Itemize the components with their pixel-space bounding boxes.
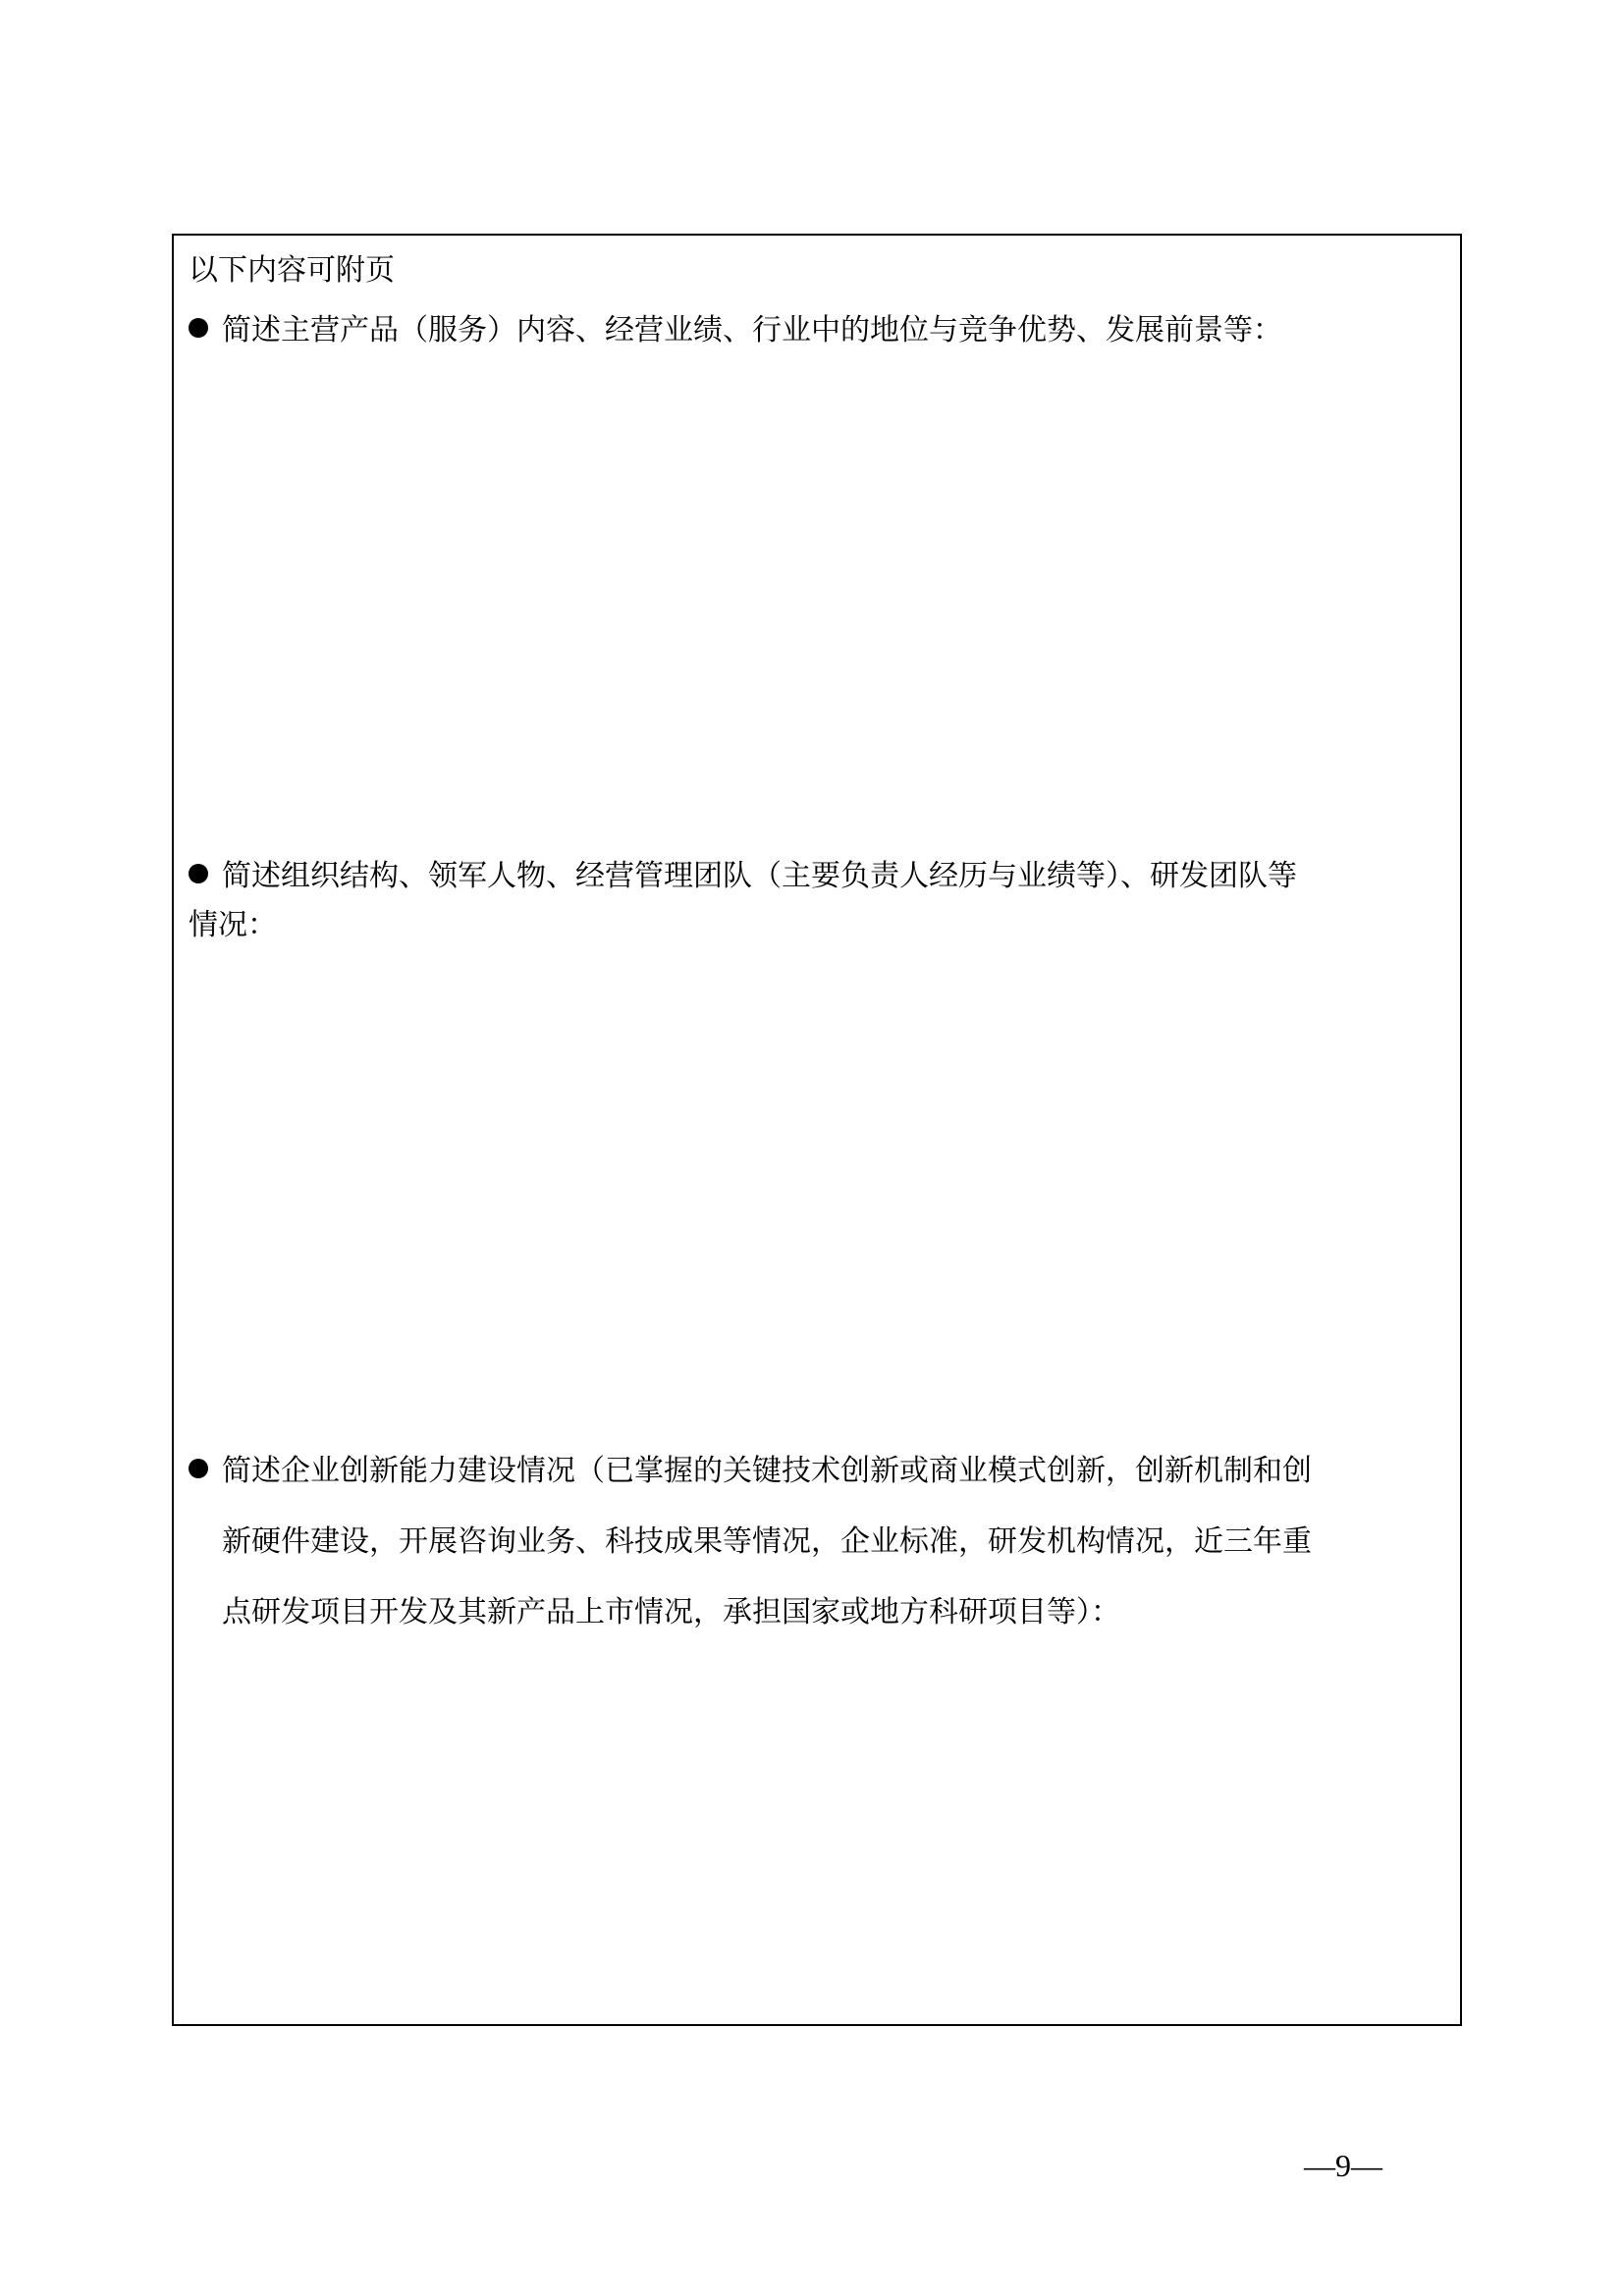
section-heading: [189, 852, 1450, 901]
section-heading-continuation: 新硬件建设，开展咨询业务、科技成果等情况，企业标准，研发机构情况，近三年重: [222, 1524, 1312, 1559]
section-business-overview: [189, 306, 1450, 355]
section-heading-continuation: 情况：: [189, 908, 277, 942]
form-box: [172, 234, 1462, 2026]
bullet-icon: [189, 318, 208, 338]
attachment-note: 以下内容可附页: [189, 253, 395, 288]
section-heading: [189, 1436, 1450, 1507]
bullet-icon: [189, 1459, 208, 1478]
page-number: —9—: [1304, 2148, 1382, 2183]
bullet-icon: [189, 864, 208, 883]
section-heading-text: 简述企业创新能力建设情况（已掌握的关键技术创新或商业模式创新，创新机制和创: [222, 1454, 1312, 1488]
section-heading-text: 简述组织结构、领军人物、经营管理团队（主要负责人经历与业绩等）、研发团队等: [222, 859, 1297, 893]
section-team-overview: [189, 852, 1450, 950]
section-innovation-overview: [189, 1436, 1450, 1648]
section-heading-continuation: 点研发项目开发及其新产品上市情况，承担国家或地方科研项目等）：: [222, 1595, 1120, 1629]
section-heading: [189, 306, 1450, 355]
section-heading-text: 简述主营产品（服务）内容、经营业绩、行业中的地位与竞争优势、发展前景等：: [222, 313, 1282, 347]
